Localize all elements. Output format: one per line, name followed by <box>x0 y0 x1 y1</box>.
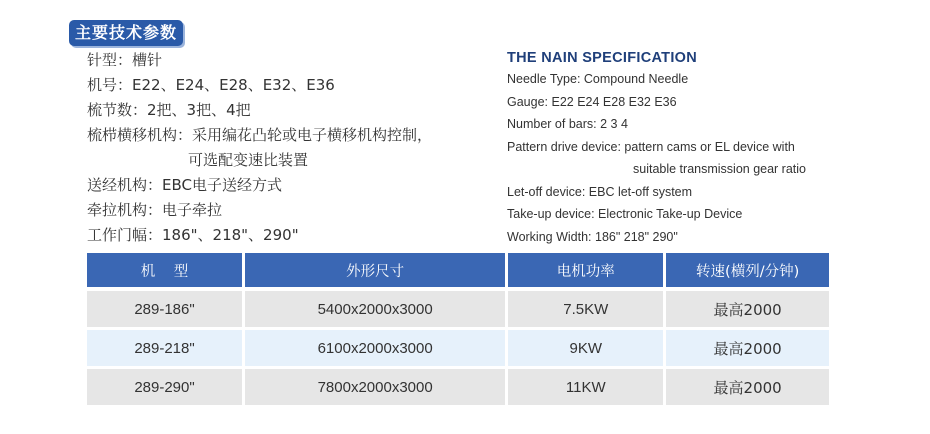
spec-needle-type: 针型：槽针 <box>87 51 163 69</box>
model-spec-table <box>84 253 832 405</box>
en-spec-working-width: Working Width: 186" 218" 290" <box>507 229 678 244</box>
cell-motor-power: 7.5KW <box>508 287 663 327</box>
cell-dimensions: 7800x2000x3000 <box>245 366 505 405</box>
header-speed: 转速(横列/分钟) <box>666 253 829 287</box>
en-spec-let-off: Let-off device: EBC let-off system <box>507 184 693 199</box>
en-spec-bars: Number of bars: 2 3 4 <box>507 117 628 131</box>
header-dimensions: 外形尺寸 <box>245 253 505 287</box>
table-row <box>87 287 829 327</box>
table-row <box>87 366 829 405</box>
cell-dimensions: 6100x2000x3000 <box>245 327 505 366</box>
header-motor-power: 电机功率 <box>508 253 663 287</box>
spec-bars: 梳节数：2把、3把、4把 <box>87 101 251 119</box>
en-spec-gauge: Gauge: E22 E24 E28 E32 E36 <box>507 94 677 109</box>
en-spec-needle-type: Needle Type: Compound Needle <box>507 72 689 86</box>
spec-gauge: 机号：E22、E24、E28、E32、E36 <box>87 76 335 94</box>
cell-dimensions: 5400x2000x3000 <box>245 287 505 327</box>
table-header-row <box>87 253 829 287</box>
section-title-badge: 主要技术参数 <box>69 20 183 46</box>
spec-take-up: 牵拉机构：电子牵拉 <box>87 201 223 219</box>
cell-motor-power: 11KW <box>508 366 663 405</box>
chinese-spec-list <box>87 48 487 248</box>
cell-motor-power: 9KW <box>508 327 663 366</box>
english-spec-title: THE NAIN SPECIFICATION <box>507 50 698 66</box>
header-model: 机 型 <box>87 253 242 287</box>
spec-pattern-drive-cont: 可选配变速比装置 <box>188 151 309 169</box>
en-spec-take-up: Take-up device: Electronic Take-up Device <box>507 207 743 221</box>
cell-speed: 最高2000 <box>666 366 829 405</box>
cell-speed: 最高2000 <box>666 287 829 327</box>
spec-let-off: 送经机构：EBC电子送经方式 <box>87 176 282 194</box>
cell-model: 289-290" <box>87 366 242 405</box>
cell-speed: 最高2000 <box>666 327 829 366</box>
table-row <box>87 327 829 366</box>
spec-working-width: 工作门幅：186"、218"、290" <box>87 226 299 244</box>
en-spec-pattern-drive: Pattern drive device: pattern cams or EL device with <box>507 139 795 154</box>
english-spec-list <box>507 48 907 248</box>
spec-pattern-drive: 梳栉横移机构：采用编花凸轮或电子横移机构控制， <box>87 126 433 144</box>
cell-model: 289-218" <box>87 327 242 366</box>
en-spec-pattern-drive-cont: suitable transmission gear ratio <box>633 162 806 176</box>
cell-model: 289-186" <box>87 287 242 327</box>
